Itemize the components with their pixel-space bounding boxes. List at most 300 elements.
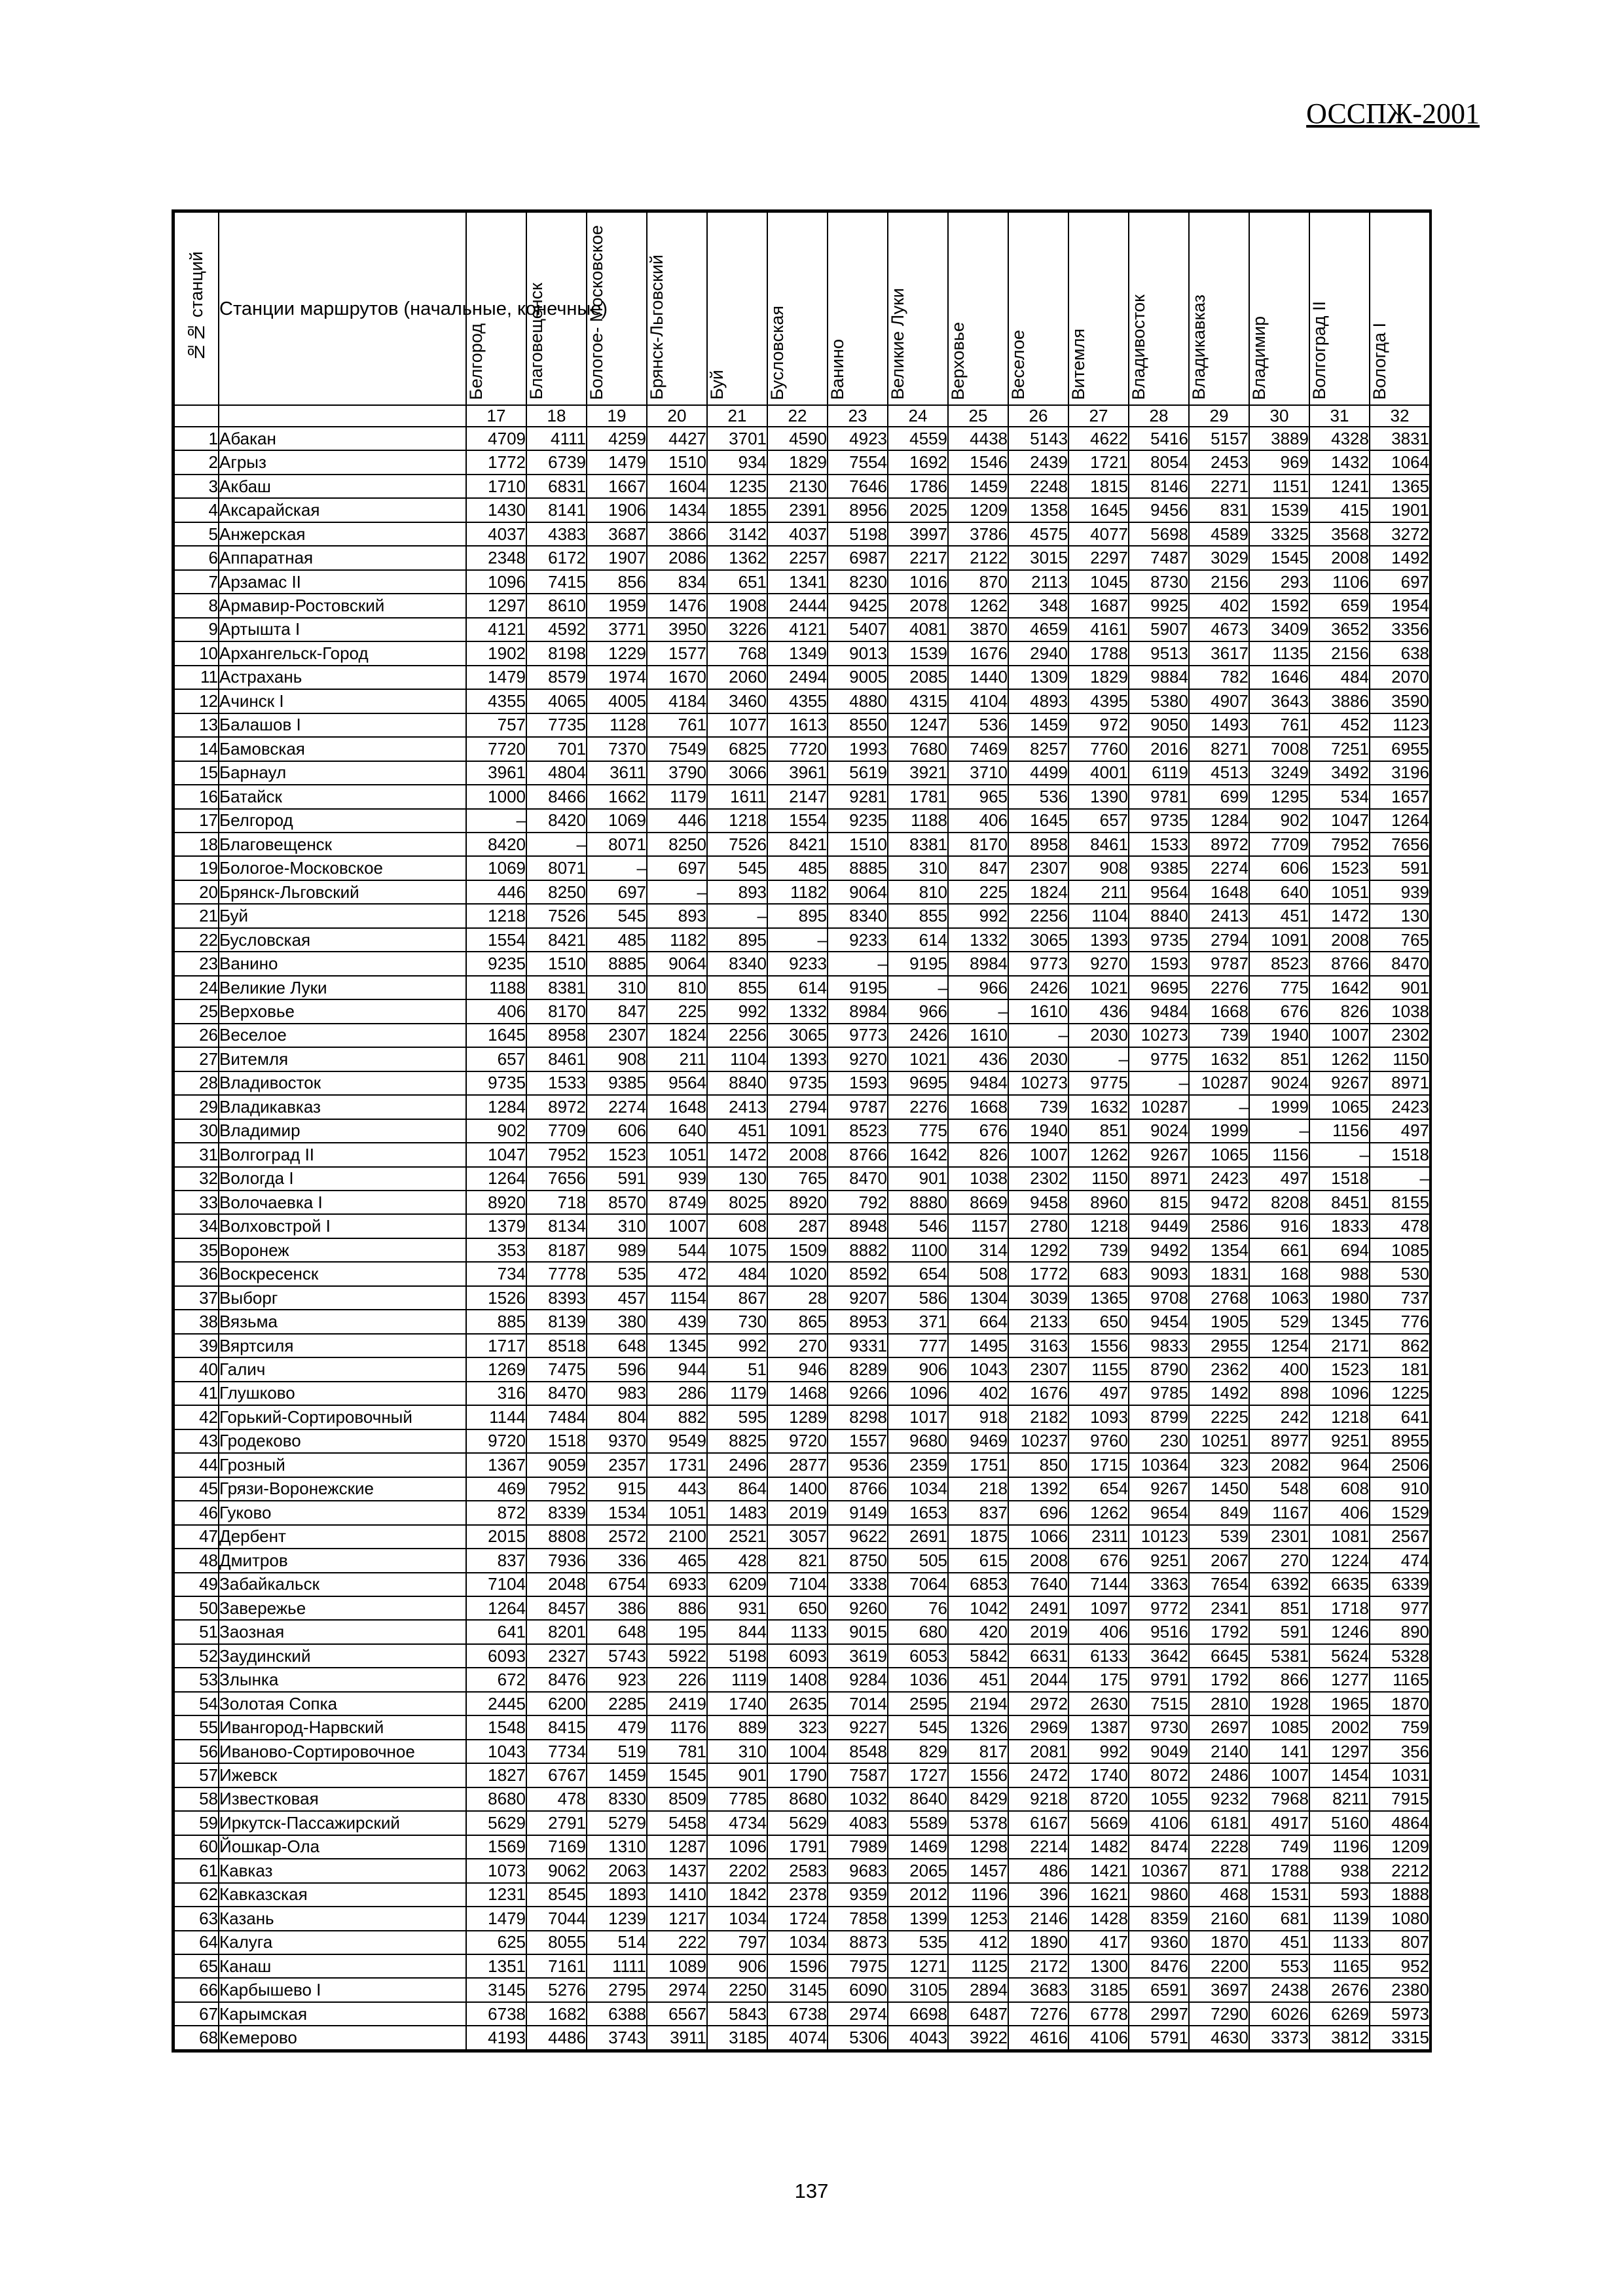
distance-cell: 406 <box>1309 1501 1370 1524</box>
distance-cell: 7064 <box>888 1573 948 1596</box>
distance-cell: 1367 <box>466 1453 526 1477</box>
station-name: Горький-Сортировочный <box>219 1405 466 1429</box>
distance-cell: 9425 <box>828 594 888 617</box>
distance-cell: 4043 <box>888 2026 948 2050</box>
distance-cell: 8550 <box>828 713 888 737</box>
station-name: Казань <box>219 1907 466 1930</box>
distance-cell: 2302 <box>1370 1024 1430 1047</box>
distance-cell: 591 <box>1370 856 1430 880</box>
distance-cell: 1021 <box>1068 976 1129 999</box>
distance-cell: 8339 <box>526 1501 587 1524</box>
distance-cell: 739 <box>1008 1095 1068 1119</box>
distance-cell: 3743 <box>587 2026 647 2050</box>
destination-header-label: Благовещенск <box>526 283 546 400</box>
distance-cell: 10287 <box>1189 1071 1249 1095</box>
table-row <box>174 522 1430 546</box>
distance-cell: 553 <box>1249 1954 1309 1978</box>
distance-cell: 4559 <box>888 427 948 450</box>
distance-cell: 8972 <box>526 1095 587 1119</box>
distance-cell: 8421 <box>526 928 587 952</box>
station-name: Брянск-Льговский <box>219 880 466 904</box>
distance-cell: 768 <box>707 641 767 665</box>
distance-cell: 4184 <box>647 689 707 713</box>
distance-cell: 1066 <box>1008 1525 1068 1549</box>
table-row <box>174 475 1430 498</box>
distance-cell: 3356 <box>1370 618 1430 641</box>
distance-cell: 9695 <box>888 1071 948 1095</box>
distance-cell: 2380 <box>1370 1978 1430 2001</box>
column-number: 17 <box>466 405 526 427</box>
table-row <box>174 1501 1430 1524</box>
distance-cell: 1292 <box>1008 1238 1068 1262</box>
station-name: Кавказская <box>219 1883 466 1907</box>
distance-cell: 353 <box>466 1238 526 1262</box>
distance-cell: 7144 <box>1068 1573 1129 1596</box>
distance-cell: 5279 <box>587 1811 647 1835</box>
distance-cell: 1648 <box>1189 880 1249 904</box>
distance-cell: 225 <box>948 880 1008 904</box>
distance-cell: 8948 <box>828 1214 888 1238</box>
distance-cell: 776 <box>1370 1310 1430 1333</box>
column-number: 27 <box>1068 405 1129 427</box>
distance-cell: 2015 <box>466 1525 526 1549</box>
distance-cell: 782 <box>1189 666 1249 689</box>
distance-cell: 2423 <box>1370 1095 1430 1119</box>
distance-cell: 8885 <box>587 952 647 975</box>
station-name: Артышта I <box>219 618 466 641</box>
distance-cell: 6090 <box>828 1978 888 2001</box>
distance-cell: 614 <box>767 976 828 999</box>
distance-cell: 9708 <box>1129 1286 1189 1310</box>
column-number: 28 <box>1129 405 1189 427</box>
distance-cell: 7487 <box>1129 546 1189 569</box>
table-row <box>174 1931 1430 1954</box>
distance-cell: 739 <box>1068 1238 1129 1262</box>
distance-cell: 2419 <box>647 1692 707 1715</box>
distance-cell: 8972 <box>1189 833 1249 856</box>
distance-cell: 1533 <box>526 1071 587 1095</box>
distance-cell: 3921 <box>888 761 948 785</box>
distance-cell: 1358 <box>1008 498 1068 522</box>
distance-cell: 1829 <box>1068 666 1129 689</box>
distance-cell: 3057 <box>767 1525 828 1549</box>
distance-cell: 8958 <box>1008 833 1068 856</box>
distance-cell: 1106 <box>1309 570 1370 594</box>
distance-cell: 406 <box>948 809 1008 833</box>
distance-cell: 1089 <box>647 1954 707 1978</box>
distance-cell: 901 <box>1370 976 1430 999</box>
distance-cell: 4499 <box>1008 761 1068 785</box>
distance-cell: 6698 <box>888 2002 948 2026</box>
station-name: Бамовская <box>219 737 466 761</box>
station-name: Бологое-Московское <box>219 856 466 880</box>
distance-cell: 1345 <box>647 1334 707 1357</box>
station-name: Воскресенск <box>219 1262 466 1285</box>
distance-cell: 867 <box>707 1286 767 1310</box>
distance-cell: 465 <box>647 1549 707 1572</box>
distance-cell: 1974 <box>587 666 647 689</box>
distance-cell: 4104 <box>948 689 1008 713</box>
row-number: 35 <box>174 1238 219 1262</box>
distance-cell: 2276 <box>1189 976 1249 999</box>
distance-cell: 2595 <box>888 1692 948 1715</box>
table-row <box>174 1024 1430 1047</box>
distance-cell: 1284 <box>466 1095 526 1119</box>
distance-cell: 8880 <box>888 1191 948 1214</box>
distance-cell: 7720 <box>466 737 526 761</box>
distance-cell: 8955 <box>1370 1429 1430 1453</box>
distance-cell: 6645 <box>1189 1644 1249 1668</box>
distance-cell: 8271 <box>1189 737 1249 761</box>
distance-cell: 1432 <box>1309 450 1370 474</box>
distance-cell: 7952 <box>526 1143 587 1166</box>
distance-cell: 51 <box>707 1357 767 1381</box>
destination-header <box>1309 212 1370 405</box>
distance-cell: 648 <box>587 1334 647 1357</box>
distance-cell: 8055 <box>526 1931 587 1954</box>
distance-cell: 659 <box>1309 594 1370 617</box>
distance-cell: 5624 <box>1309 1644 1370 1668</box>
destination-header-label: Верховье <box>948 321 968 400</box>
distance-cell: 1097 <box>1068 1596 1129 1620</box>
distance-cell: 1731 <box>647 1453 707 1477</box>
station-name: Йошкар-Ола <box>219 1835 466 1859</box>
station-name: Архангельск-Город <box>219 641 466 665</box>
distance-cell: 1993 <box>828 737 888 761</box>
station-number-header-label: №№ станций <box>187 251 206 362</box>
row-number: 44 <box>174 1453 219 1477</box>
distance-cell: 6738 <box>466 2002 526 2026</box>
distance-cell: 7778 <box>526 1262 587 1285</box>
distance-cell: 1824 <box>1008 880 1068 904</box>
column-number: 32 <box>1370 405 1430 427</box>
station-name: Буй <box>219 904 466 927</box>
distance-cell: 1365 <box>1370 475 1430 498</box>
distance-cell: 1031 <box>1370 1763 1430 1787</box>
distance-cell: 3886 <box>1309 689 1370 713</box>
station-name: Аксарайская <box>219 498 466 522</box>
distance-cell: 1482 <box>1068 1835 1129 1859</box>
distance-cell: 1569 <box>466 1835 526 1859</box>
column-number: 25 <box>948 405 1008 427</box>
distance-cell: 5589 <box>888 1811 948 1835</box>
distance-cell: 6026 <box>1249 2002 1309 2026</box>
row-number: 63 <box>174 1907 219 1930</box>
distance-cell: 862 <box>1370 1334 1430 1357</box>
distance-cell: 7549 <box>647 737 707 761</box>
distance-cell: 1870 <box>1189 1931 1249 1954</box>
destination-header-label: Бологое- Московское <box>587 224 606 400</box>
distance-cell: 4111 <box>526 427 587 450</box>
table-row <box>174 2002 1430 2026</box>
distance-cell: 1231 <box>466 1883 526 1907</box>
distance-cell: 1188 <box>466 976 526 999</box>
distance-cell: 3145 <box>466 1978 526 2001</box>
distance-cell: 3363 <box>1129 1573 1189 1596</box>
distance-cell: 759 <box>1370 1715 1430 1739</box>
distance-cell: 7251 <box>1309 737 1370 761</box>
distance-cell: 9484 <box>948 1071 1008 1095</box>
distance-cell: 2271 <box>1189 475 1249 498</box>
distance-cell: 866 <box>1249 1668 1309 1691</box>
distance-cell: 586 <box>888 1286 948 1310</box>
distance-cell: 1304 <box>948 1286 1008 1310</box>
distance-cell: 851 <box>1249 1596 1309 1620</box>
distance-cell: 8170 <box>526 999 587 1023</box>
column-number: 21 <box>707 405 767 427</box>
distance-cell: 1613 <box>767 713 828 737</box>
distance-cell: 1875 <box>948 1525 1008 1549</box>
distance-cell: 195 <box>647 1620 707 1643</box>
distance-cell: 1289 <box>767 1405 828 1429</box>
station-name: Владивосток <box>219 1071 466 1095</box>
distance-cell: 1007 <box>647 1214 707 1238</box>
row-number: 61 <box>174 1859 219 1882</box>
distance-cell: 4427 <box>647 427 707 450</box>
table-row <box>174 1668 1430 1691</box>
distance-cell: 1284 <box>1189 809 1249 833</box>
table-row <box>174 1573 1430 1596</box>
distance-cell: 4893 <box>1008 689 1068 713</box>
table-row <box>174 1883 1430 1907</box>
distance-cell: 3272 <box>1370 522 1430 546</box>
distance-cell: 7735 <box>526 713 587 737</box>
station-name: Анжерская <box>219 522 466 546</box>
distance-cell: 864 <box>707 1477 767 1501</box>
distance-cell: 439 <box>647 1310 707 1333</box>
distance-cell: 6635 <box>1309 1573 1370 1596</box>
distance-cell: 1379 <box>466 1214 526 1238</box>
distance-cell: 2217 <box>888 546 948 569</box>
distance-cell: 7370 <box>587 737 647 761</box>
destination-header <box>647 212 707 405</box>
distance-cell: 2413 <box>707 1095 767 1119</box>
distance-cell: 1786 <box>888 475 948 498</box>
distance-cell: 946 <box>767 1357 828 1381</box>
distance-cell: 638 <box>1370 641 1430 665</box>
row-number: 5 <box>174 522 219 546</box>
distance-cell: 9385 <box>1129 856 1189 880</box>
distance-cell: 7554 <box>828 450 888 474</box>
distance-cell: 2002 <box>1309 1715 1370 1739</box>
distance-cell: 9787 <box>828 1095 888 1119</box>
table-row <box>174 2026 1430 2050</box>
distance-cell: 1908 <box>707 594 767 617</box>
distance-cell: 1724 <box>767 1907 828 1930</box>
distance-cell: 3642 <box>1129 1644 1189 1668</box>
distance-cell: 9218 <box>1008 1787 1068 1811</box>
distance-cell: 9360 <box>1129 1931 1189 1954</box>
distance-cell: 1150 <box>1370 1047 1430 1071</box>
distance-cell: 270 <box>1249 1549 1309 1572</box>
distance-cell: 8720 <box>1068 1787 1129 1811</box>
distance-cell: 7734 <box>526 1740 587 1763</box>
distance-cell: 9622 <box>828 1525 888 1549</box>
distance-cell: 906 <box>707 1954 767 1978</box>
distance-cell: 596 <box>587 1357 647 1381</box>
distance-cell: 9469 <box>948 1429 1008 1453</box>
distance-cell: 1824 <box>647 1024 707 1047</box>
distance-cell: 3409 <box>1249 618 1309 641</box>
distance-cell: 8470 <box>828 1167 888 1191</box>
distance-cell: 1225 <box>1370 1382 1430 1405</box>
distance-cell: 5306 <box>828 2026 888 2050</box>
distance-cell: 6933 <box>647 1573 707 1596</box>
distance-cell: 9773 <box>828 1024 888 1047</box>
row-number: 64 <box>174 1931 219 1954</box>
distance-cell: 1269 <box>466 1357 526 1381</box>
row-number: 46 <box>174 1501 219 1524</box>
destination-header-label: Веселое <box>1008 330 1028 400</box>
distance-cell: 734 <box>466 1262 526 1285</box>
distance-cell: 6093 <box>466 1644 526 1668</box>
distance-cell: 1016 <box>888 570 948 594</box>
distance-cell: – <box>828 952 888 975</box>
distance-cell: 2008 <box>1309 928 1370 952</box>
distance-cell: 530 <box>1370 1262 1430 1285</box>
distance-cell: 4589 <box>1189 522 1249 546</box>
distance-cell: 8840 <box>1129 904 1189 927</box>
distance-cell: 141 <box>1249 1740 1309 1763</box>
distance-cell: 10251 <box>1189 1429 1249 1453</box>
distance-cell: 4907 <box>1189 689 1249 713</box>
distance-cell: 8766 <box>828 1143 888 1166</box>
distance-cell: 2311 <box>1068 1525 1129 1549</box>
distance-cell: 9251 <box>1309 1429 1370 1453</box>
distance-cell: 1662 <box>587 785 647 808</box>
distance-cell: 1064 <box>1370 450 1430 474</box>
distance-cell: 242 <box>1249 1405 1309 1429</box>
distance-cell: 625 <box>466 1931 526 1954</box>
distance-cell: 7484 <box>526 1405 587 1429</box>
distance-cell: 1592 <box>1249 594 1309 617</box>
distance-cell: 1653 <box>888 1501 948 1524</box>
row-number: 34 <box>174 1214 219 1238</box>
distance-cell: 1740 <box>1068 1763 1129 1787</box>
distance-cell: 9775 <box>1129 1047 1189 1071</box>
distance-cell: 7276 <box>1008 2002 1068 2026</box>
distance-cell: 6119 <box>1129 761 1189 785</box>
distance-cell: 1999 <box>1249 1095 1309 1119</box>
distance-cell: 1492 <box>1189 1382 1249 1405</box>
column-number: 26 <box>1008 405 1068 427</box>
distance-cell: 2065 <box>888 1859 948 1882</box>
destination-header-label: Вологда I <box>1370 323 1389 400</box>
destination-header <box>1129 212 1189 405</box>
distance-cell: 8960 <box>1068 1191 1129 1214</box>
distance-cell: 807 <box>1370 1931 1430 1954</box>
distance-cell: 9654 <box>1129 1501 1189 1524</box>
distance-cell: 2067 <box>1189 1549 1249 1572</box>
distance-cell: 992 <box>707 999 767 1023</box>
distance-cell: 2794 <box>1189 928 1249 952</box>
distance-cell: 8466 <box>526 785 587 808</box>
distance-cell: 855 <box>707 976 767 999</box>
row-number: 62 <box>174 1883 219 1907</box>
distance-cell: 6209 <box>707 1573 767 1596</box>
distance-cell: 1577 <box>647 641 707 665</box>
distance-cell: 591 <box>587 1167 647 1191</box>
table-row <box>174 1334 1430 1357</box>
distance-cell: 3492 <box>1309 761 1370 785</box>
station-name: Воронеж <box>219 1238 466 1262</box>
distance-cell: 8359 <box>1129 1907 1189 1930</box>
table-row <box>174 1357 1430 1381</box>
distance-cell: 9235 <box>466 952 526 975</box>
column-number-row <box>174 405 1430 427</box>
distance-cell: 2044 <box>1008 1668 1068 1691</box>
distance-cell: 1545 <box>1249 546 1309 569</box>
distance-cell: 1235 <box>707 475 767 498</box>
distance-cell: 2146 <box>1008 1907 1068 1930</box>
distance-cell: 8476 <box>1129 1954 1189 1978</box>
distance-cell: 1667 <box>587 475 647 498</box>
distance-cell: 535 <box>587 1262 647 1285</box>
distance-cell: 380 <box>587 1310 647 1333</box>
station-name: Выборг <box>219 1286 466 1310</box>
distance-cell: 2030 <box>1068 1024 1129 1047</box>
distance-cell: 7104 <box>767 1573 828 1596</box>
distance-cell: 1459 <box>948 475 1008 498</box>
table-row <box>174 1715 1430 1739</box>
distance-cell: 3997 <box>888 522 948 546</box>
distance-cell: 9233 <box>767 952 828 975</box>
distance-cell: 8201 <box>526 1620 587 1643</box>
distance-cell: 1034 <box>767 1931 828 1954</box>
distance-cell: 514 <box>587 1931 647 1954</box>
distance-cell: 3611 <box>587 761 647 785</box>
distance-cell: 428 <box>707 1549 767 1572</box>
distance-cell: 1135 <box>1249 641 1309 665</box>
distance-cell: 1408 <box>767 1668 828 1691</box>
distance-cell: 8420 <box>526 809 587 833</box>
table-row <box>174 1787 1430 1811</box>
distance-cell: 1855 <box>707 498 767 522</box>
distance-cell: 8570 <box>587 1191 647 1214</box>
distance-cell: 885 <box>466 1310 526 1333</box>
row-number: 19 <box>174 856 219 880</box>
destination-header <box>1370 212 1430 405</box>
distance-cell: 918 <box>948 1405 1008 1429</box>
distance-cell: 882 <box>647 1405 707 1429</box>
table-row <box>174 713 1430 737</box>
distance-cell: 3911 <box>647 2026 707 2050</box>
distance-cell: 1596 <box>767 1954 828 1978</box>
distance-cell: 9730 <box>1129 1715 1189 1739</box>
distance-cell: 9484 <box>1129 999 1189 1023</box>
distance-cell: 218 <box>948 1477 1008 1501</box>
distance-cell: 1751 <box>948 1453 1008 1477</box>
table-row <box>174 1143 1430 1166</box>
distance-cell: 650 <box>767 1596 828 1620</box>
distance-cell: 2453 <box>1189 450 1249 474</box>
distance-cell: 545 <box>888 1715 948 1739</box>
distance-cell: 680 <box>888 1620 948 1643</box>
station-name: Батайск <box>219 785 466 808</box>
distance-cell: 697 <box>647 856 707 880</box>
distance-cell: 225 <box>647 999 707 1023</box>
column-number-blank <box>219 405 466 427</box>
distance-cell: 1133 <box>1309 1931 1370 1954</box>
distance-cell: 1085 <box>1249 1715 1309 1739</box>
station-name: Канаш <box>219 1954 466 1978</box>
distance-cell: 2156 <box>1189 570 1249 594</box>
station-name: Благовещенск <box>219 833 466 856</box>
destination-header <box>1068 212 1129 405</box>
distance-cell: 1965 <box>1309 1692 1370 1715</box>
distance-cell: 1139 <box>1309 1907 1370 1930</box>
distance-cell: 9093 <box>1129 1262 1189 1285</box>
